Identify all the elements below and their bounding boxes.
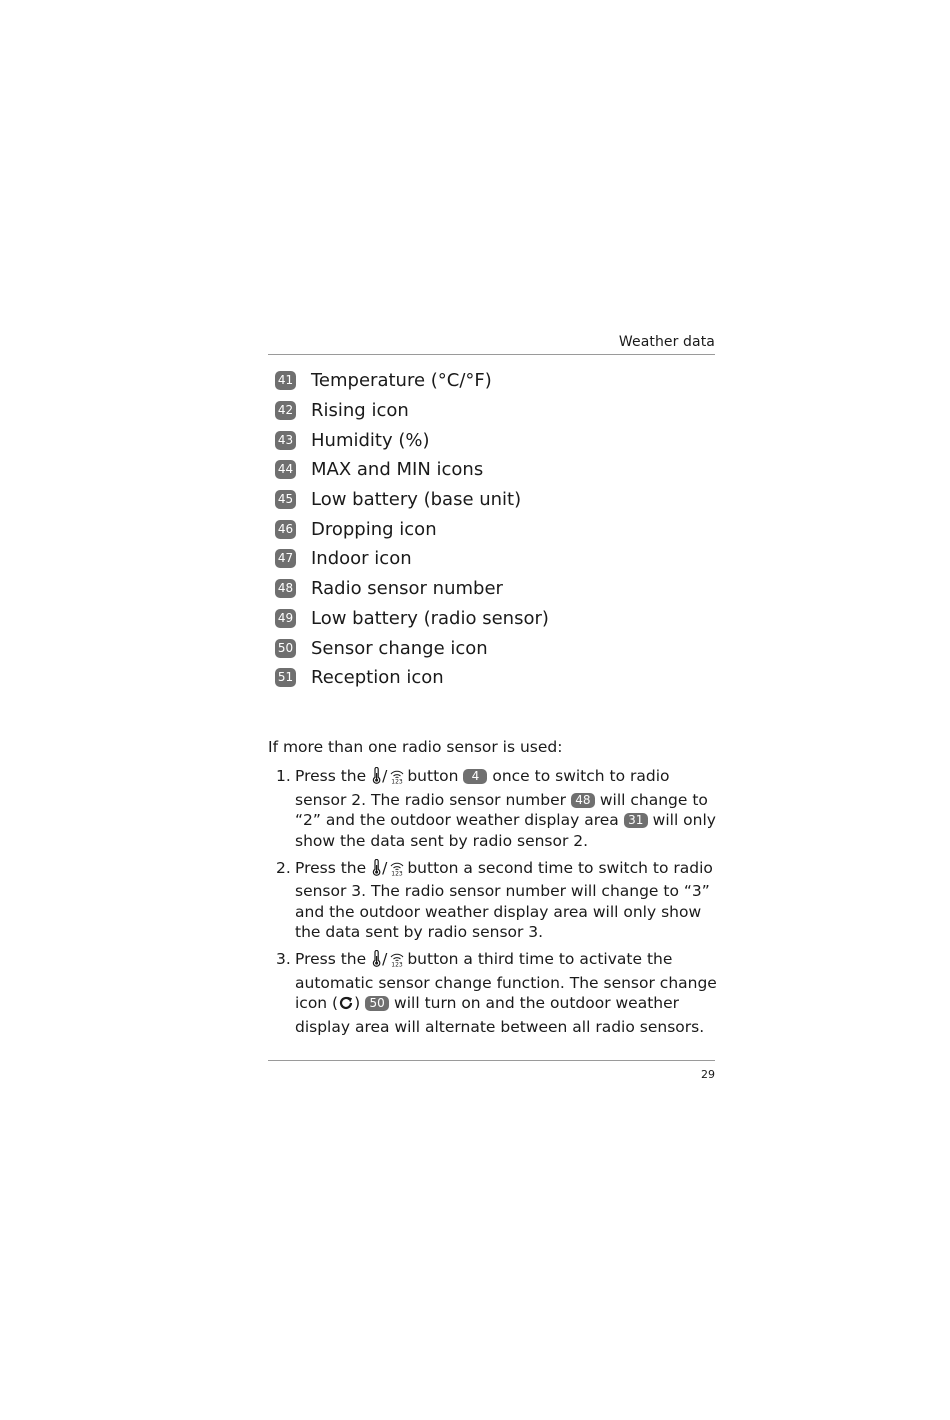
legend-item [275,663,549,693]
legend-item [275,514,549,544]
step-text-part: button a third time to activate the automatic sensor change function. The sensor change icon ( [295,950,717,1012]
step-text-part: ) [354,994,361,1012]
icon-separator: / [382,858,388,877]
thermometer-icon [371,950,382,973]
icon-separator: / [382,950,388,968]
radio-sensor-123-icon [387,859,407,882]
step-text-part: will change to “2” and the outdoor weather display area [295,790,708,829]
instruction-step [276,766,721,851]
radio-sensor-123-icon [387,950,407,973]
page-number: 29 [701,1068,715,1081]
step-number: 1. [276,767,291,785]
header-divider [268,354,715,355]
legend-item [275,455,549,485]
section-title: Weather data [618,334,715,350]
thermometer-icon [371,859,382,882]
step-number: 3. [276,950,291,968]
reference-number-badge: 43 [275,431,296,450]
legend-label: Low battery (base unit) [311,489,522,511]
step-text-part: will only show the data sent by radio sensor 2. [295,811,716,850]
reference-number-badge: 45 [275,490,296,509]
svg-text:123: 123 [391,870,404,876]
instruction-steps [276,766,721,1044]
legend-item [275,633,549,663]
radio-sensor-123-icon [387,767,407,790]
reference-number-badge: 44 [275,460,296,479]
legend-item [275,366,549,396]
legend-label: Rising icon [311,400,409,422]
reference-number-badge: 50 [275,639,296,658]
instructions-intro: If more than one radio sensor is used: [268,738,563,756]
step-text-part: Press the [295,950,367,968]
legend-label: Dropping icon [311,518,437,540]
legend-label: Temperature (°C/°F) [311,370,492,392]
footer-divider [268,1060,715,1061]
instruction-step [276,858,721,943]
legend-label: Radio sensor number [311,578,503,600]
reference-number-badge: 51 [275,668,296,687]
reference-number-badge: 48 [275,579,296,598]
reference-number-badge: 47 [275,549,296,568]
reference-number-badge: 41 [275,371,296,390]
legend-item [275,574,549,604]
legend-item [275,485,549,515]
reference-number-badge: 49 [275,609,296,628]
legend-item [275,604,549,634]
manual-page [268,0,715,1420]
step-text [295,766,721,851]
reference-number-badge: 4 [463,769,487,784]
reference-number-badge: 46 [275,520,296,539]
icon-legend-list [275,366,549,693]
thermometer-icon [371,767,382,790]
step-text-part: Press the [295,858,367,877]
step-text [295,858,721,943]
reference-number-badge: 50 [365,996,389,1011]
step-text-part: button [407,767,459,785]
legend-label: MAX and MIN icons [311,459,484,481]
reference-number-badge: 31 [624,813,648,828]
step-text [295,949,721,1037]
step-text-part: Press the [295,767,367,785]
legend-item [275,396,549,426]
legend-label: Sensor change icon [311,637,488,659]
step-text-part: will turn on and the outdoor weather display area will alternate between all radio sensors. [295,994,705,1036]
instruction-step [276,949,721,1037]
step-number: 2. [276,858,291,877]
legend-label: Indoor icon [311,548,412,570]
sensor-change-arrow-icon [338,995,354,1017]
legend-label: Low battery (radio sensor) [311,607,549,629]
legend-item [275,544,549,574]
step-text-part: once to switch to radio sensor 2. The radio sensor number [295,767,670,809]
legend-label: Humidity (%) [311,429,430,451]
icon-separator: / [382,767,388,785]
legend-item [275,425,549,455]
reference-number-badge: 42 [275,401,296,420]
svg-text:123: 123 [391,961,404,967]
reference-number-badge: 48 [571,793,595,808]
legend-label: Reception icon [311,667,444,689]
svg-text:123: 123 [391,778,404,784]
step-text-part: button a second time to switch to radio sensor 3. The radio sensor number will change to “3” and the outdoor weather display area will only show the data sent by radio sensor 3. [295,858,713,941]
